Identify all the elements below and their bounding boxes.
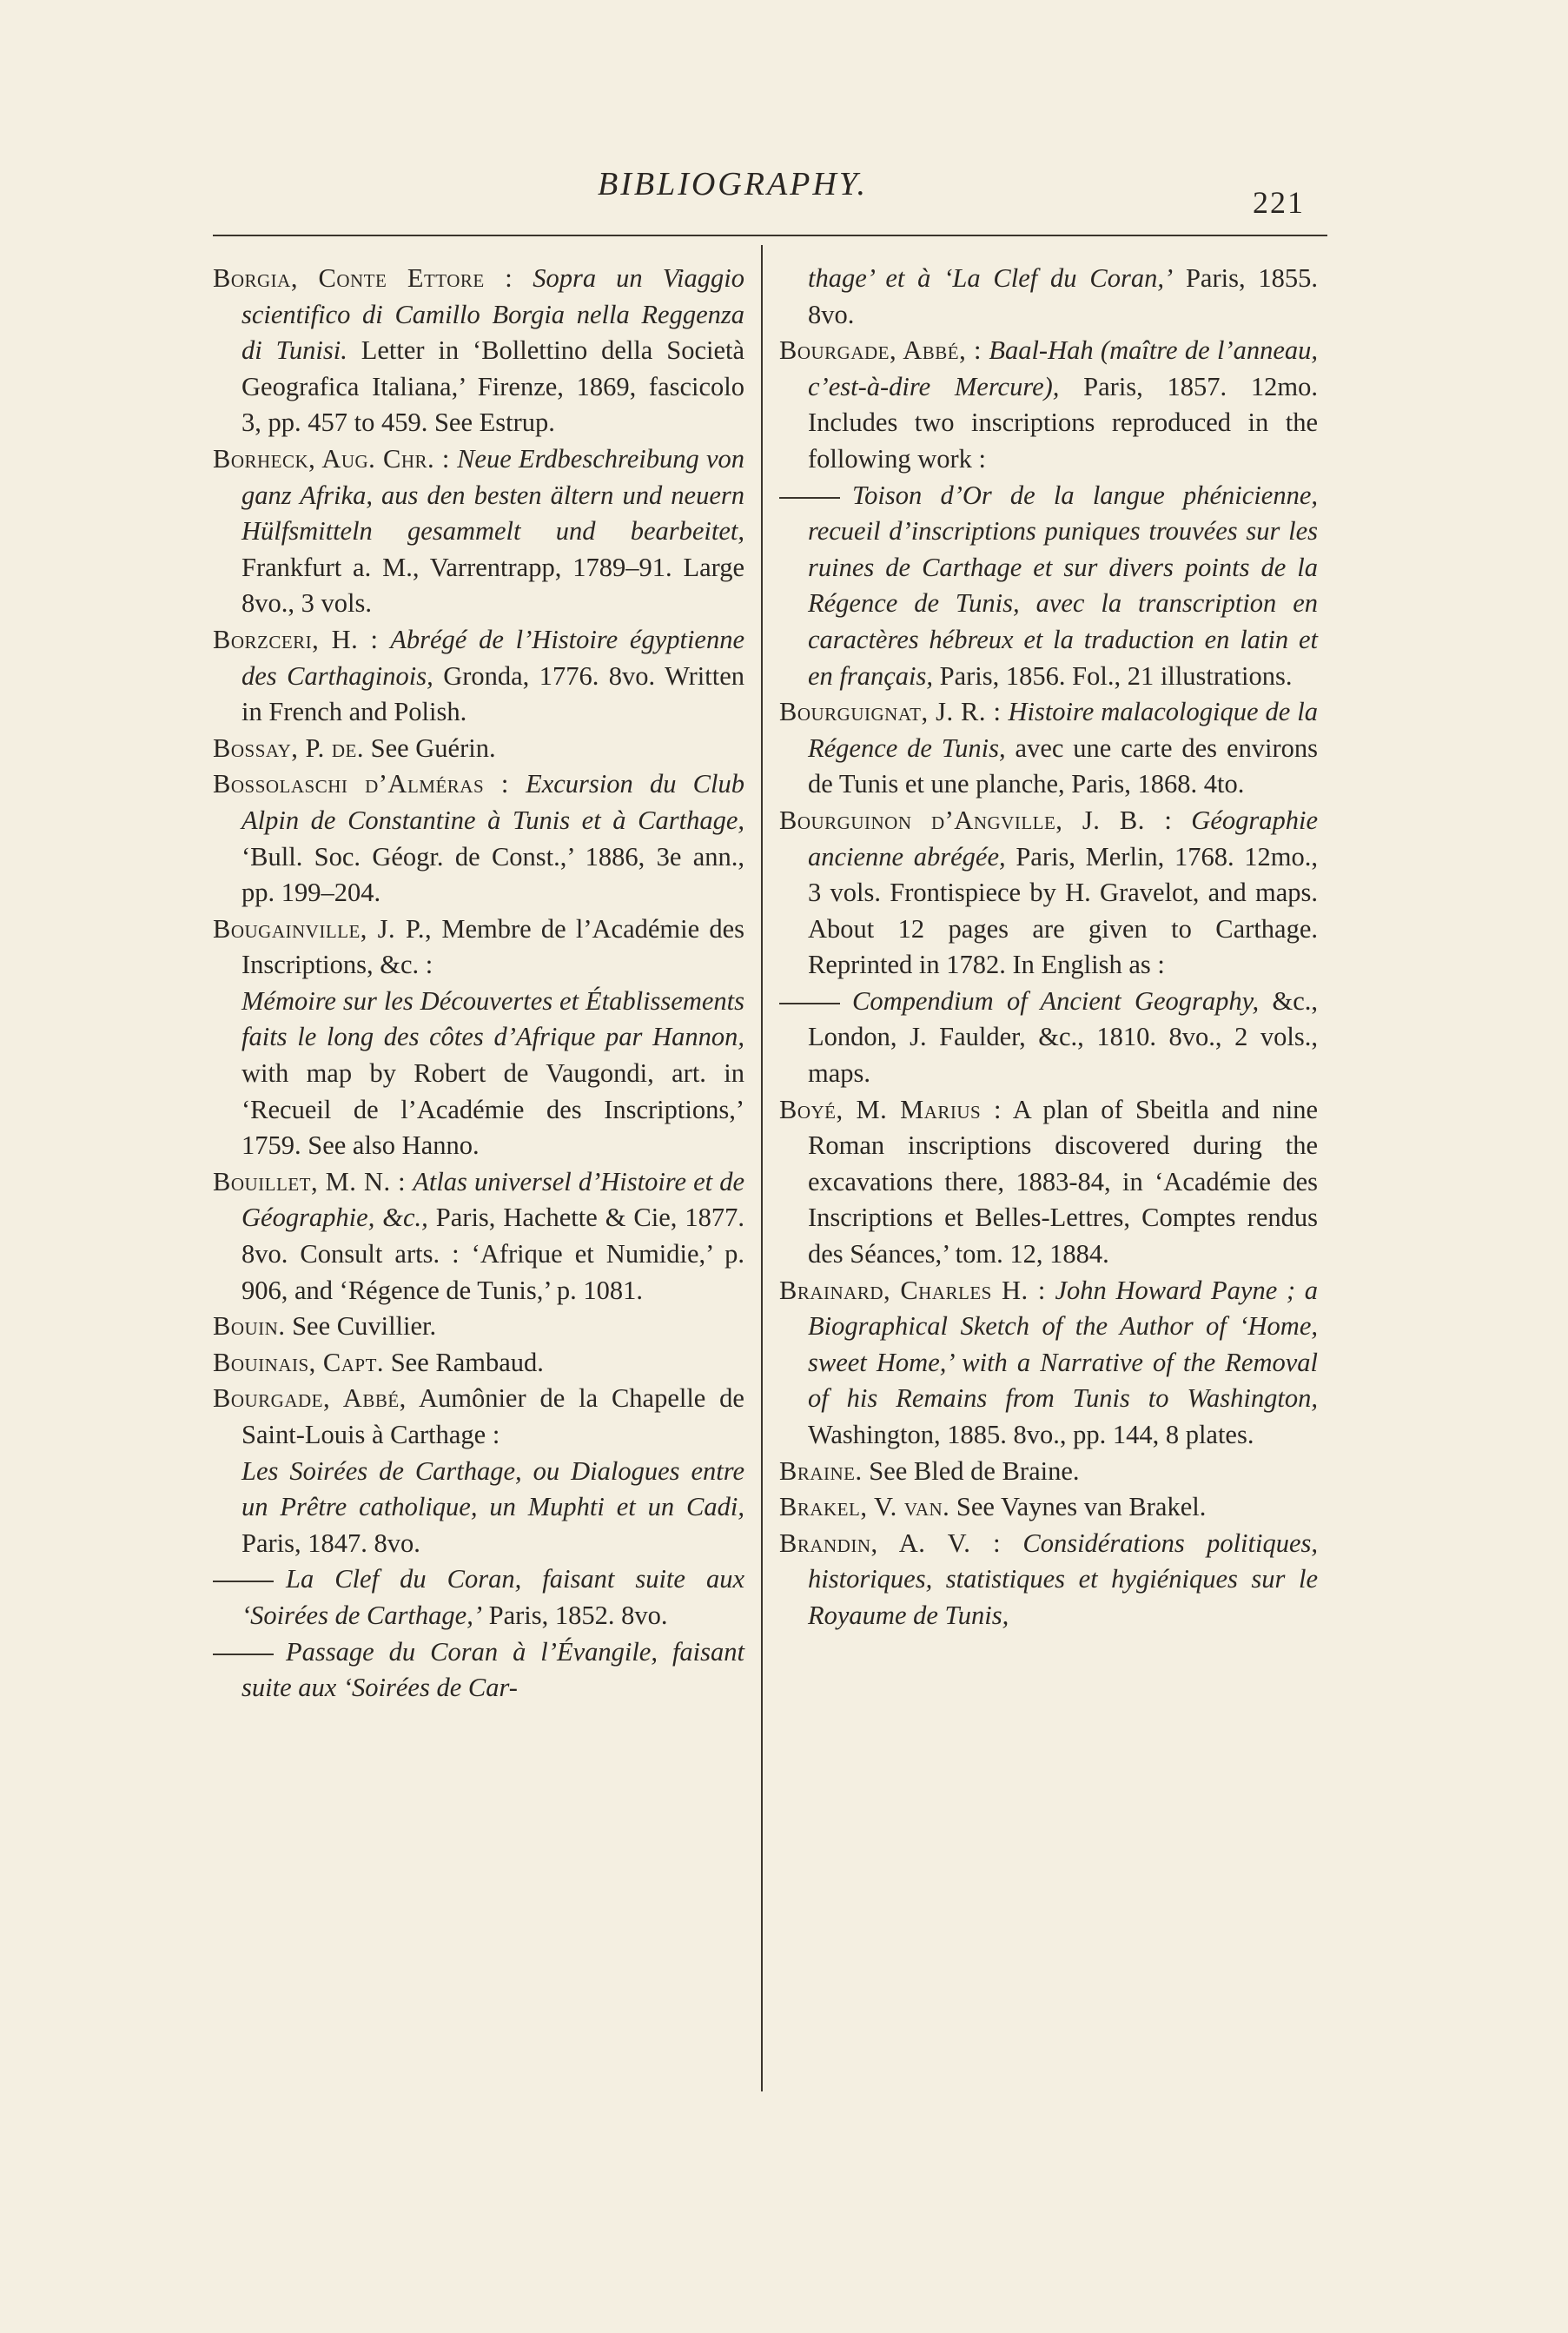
bibliography-entry (213, 766, 744, 911)
entry-title: Mémoire sur les Découvertes et Établissements faits le long des côtes d’Afrique par Hannon, (241, 985, 744, 1052)
entry-title: Sopra un Viaggio scientifico di Camillo Borgia nella Reggenza di Tunisi. (241, 263, 745, 366)
entry-title: Les Soirées de Carthage, ou Dialogues entre un Prêtre catholique, un Muphti et un Cadi, (241, 1455, 744, 1522)
bibliography-entry (213, 911, 744, 984)
ditto-dash (779, 1003, 840, 1004)
entry-author: Borzceri, H. : (213, 624, 379, 654)
bibliography-entry (779, 984, 1318, 1092)
entry-title: La Clef du Coran, faisant suite aux ‘Soirées de Carthage,’ (241, 1564, 744, 1630)
entry-author: Brainard, Charles H. : (779, 1275, 1046, 1305)
page-title: BIBLIOGRAPHY. (598, 166, 868, 202)
header-rule (213, 235, 1327, 236)
entry-details: Paris, Merlin, 1768. 12mo., 3 vols. Frontispiece by H. Gravelot, and maps. About 12 pages are given to Carthage. Reprinted in 1782. In English as : (808, 841, 1318, 980)
bibliography-entry (213, 1309, 744, 1345)
entry-author: Bossolaschi d’Alméras : (213, 769, 509, 799)
entry-author: Brakel, V. van. (779, 1492, 950, 1522)
bibliography-entry (779, 803, 1318, 984)
entry-author: Bourgade, Abbé, (213, 1383, 407, 1414)
ditto-dash (779, 497, 840, 499)
right-column (779, 261, 1318, 1634)
ditto-dash (213, 1654, 274, 1655)
entry-details: See Rambaud. (390, 1347, 544, 1377)
bibliography-entry (213, 1454, 744, 1562)
entry-details: See Vaynes van Brakel. (956, 1492, 1207, 1522)
entry-details: Aumônier de la Chapelle de Saint-Louis à Carthage : (241, 1383, 744, 1449)
bibliography-entry (779, 261, 1318, 333)
entry-title: Baal-Hah (maître de l’anneau, c’est-à-dire Mercure), (808, 335, 1318, 401)
bibliography-entry (213, 1345, 744, 1382)
entry-title: Excursion du Club Alpin de Constantine à Tunis et à Carthage, (241, 769, 744, 835)
entry-details: See Cuvillier. (292, 1311, 437, 1342)
entry-author: Bourguinon d’Angville, J. B. : (779, 805, 1173, 835)
entry-title: Géographie ancienne abrégée, (808, 805, 1318, 872)
entry-details: Frankfurt a. M., Varrentrapp, 1789–91. Large 8vo., 3 vols. (241, 552, 744, 619)
entry-details: A plan of Sbeitla and nine Roman inscriptions discovered during the excavations there, 1883-84, in ‘Académie des Inscriptions et Belles-Lettres, Comptes rendus des Séances,’ tom. 12, 1884. (808, 1094, 1318, 1269)
entry-author: Boyé, M. Marius : (779, 1094, 1002, 1124)
entry-details: Gronda, 1776. 8vo. Written in French and Polish. (241, 660, 744, 727)
entry-details: Paris, 1847. 8vo. (241, 1528, 420, 1558)
bibliography-entry (213, 622, 744, 731)
column-divider (761, 245, 763, 2091)
bibliography-entry (213, 261, 744, 441)
entry-title: thage’ et à ‘La Clef du Coran,’ (808, 263, 1174, 293)
entry-title: Passage du Coran à l’Évangile, faisant suite aux ‘Soirées de Car- (241, 1636, 744, 1703)
bibliography-entry (779, 333, 1318, 477)
running-head (0, 165, 1568, 220)
entry-details: Paris, Hachette & Cie, 1877. 8vo. Consult arts. : ‘Afrique et Numidie,’ p. 906, and ‘Régence de Tunis,’ p. 1081. (241, 1203, 745, 1305)
bibliography-entry (213, 1561, 744, 1634)
entry-author: Braine. (779, 1455, 863, 1486)
entry-author: Borheck, Aug. Chr. : (213, 443, 450, 474)
bibliography-entry (213, 1164, 744, 1309)
bibliography-entry (779, 478, 1318, 695)
left-column (213, 261, 744, 1707)
entry-details: Paris, 1852. 8vo. (488, 1600, 668, 1630)
bibliography-entry (779, 1489, 1318, 1526)
entry-details: Membre de l’Académie des Inscriptions, &c. : (241, 913, 744, 980)
bibliography-entry (213, 731, 744, 767)
entry-details: ‘Bull. Soc. Géogr. de Const.,’ 1886, 3e ann., pp. 199–204. (241, 841, 744, 908)
entry-title: Compendium of Ancient Geography, (852, 985, 1260, 1016)
ditto-dash (213, 1581, 274, 1582)
entry-details: Letter in ‘Bollettino della Società Geografica Italiana,’ Firenze, 1869, fascicolo 3, pp. 457 to 459. See Estrup. (241, 335, 745, 438)
entry-details: Washington, 1885. 8vo., pp. 144, 8 plates. (808, 1420, 1254, 1449)
entry-details: Paris, 1855. 8vo. (808, 263, 1318, 329)
entry-details: Paris, 1857. 12mo. Includes two inscriptions reproduced in the following work : (808, 371, 1318, 474)
bibliography-entry (779, 694, 1318, 803)
entry-author: Bourguignat, J. R. : (779, 697, 1002, 727)
entry-author: Bouin. (213, 1311, 286, 1342)
bibliography-entry (213, 1634, 744, 1707)
entry-title: Neue Erdbeschreibung von ganz Afrika, aus den besten ältern und neuern Hülfsmitteln gesammelt und bearbeitet, (241, 443, 744, 547)
entry-details: See Guérin. (370, 732, 496, 763)
entry-title: Histoire malacologique de la Régence de Tunis, (808, 697, 1318, 763)
page-number: 221 (1253, 185, 1305, 220)
entry-author: Brandin, A. V. : (779, 1528, 1002, 1558)
entry-details: with map by Robert de Vaugondi, art. in ‘Recueil de l’Académie des Inscriptions,’ 1759. See also Hanno. (241, 1058, 744, 1161)
entry-author: Bossay, P. de. (213, 732, 364, 763)
entry-details: &c., London, J. Faulder, &c., 1810. 8vo., 2 vols., maps. (808, 985, 1319, 1089)
entry-title: Abrégé de l’Histoire égyptienne des Carthaginois, (241, 624, 745, 691)
entry-details: Paris, 1856. Fol., 21 illustrations. (939, 660, 1293, 691)
entry-author: Bougainville, J. P., (213, 913, 433, 944)
entry-title: Atlas universel d’Histoire et de Géographie, &c., (241, 1166, 744, 1233)
bibliography-entry (779, 1273, 1318, 1454)
entry-details: avec une carte des environs de Tunis et une planche, Paris, 1868. 4to. (808, 732, 1318, 799)
bibliography-entry (779, 1454, 1318, 1490)
entry-details: See Bled de Braine. (869, 1455, 1080, 1486)
entry-author: Bouinais, Capt. (213, 1347, 385, 1377)
bibliography-entry (779, 1526, 1318, 1634)
entry-author: Bouillet, M. N. : (213, 1166, 407, 1196)
bibliography-entry (779, 1092, 1318, 1273)
entry-title: Considérations politiques, historiques, statistiques et hygiéniques sur le Royaume de Tunis, (808, 1528, 1318, 1630)
entry-title: Toison d’Or de la langue phénicienne, recueil d’inscriptions puniques trouvées sur les ruines de Carthage et sur divers points de la Régence de Tunis, avec la transcription en caractères hébreux et la traduction en latin et en français, (808, 480, 1318, 691)
entry-author: Bourgade, Abbé, : (779, 335, 982, 366)
entry-author: Borgia, Conte Ettore : (213, 263, 513, 293)
bibliography-entry (213, 1381, 744, 1453)
entry-title: John Howard Payne ; a Biographical Sketch of the Author of ‘Home, sweet Home,’ with a Narrative of the Removal of his Remains from Tunis to Washington, (808, 1275, 1318, 1414)
bibliography-entry (213, 984, 744, 1164)
bibliography-entry (213, 441, 744, 622)
